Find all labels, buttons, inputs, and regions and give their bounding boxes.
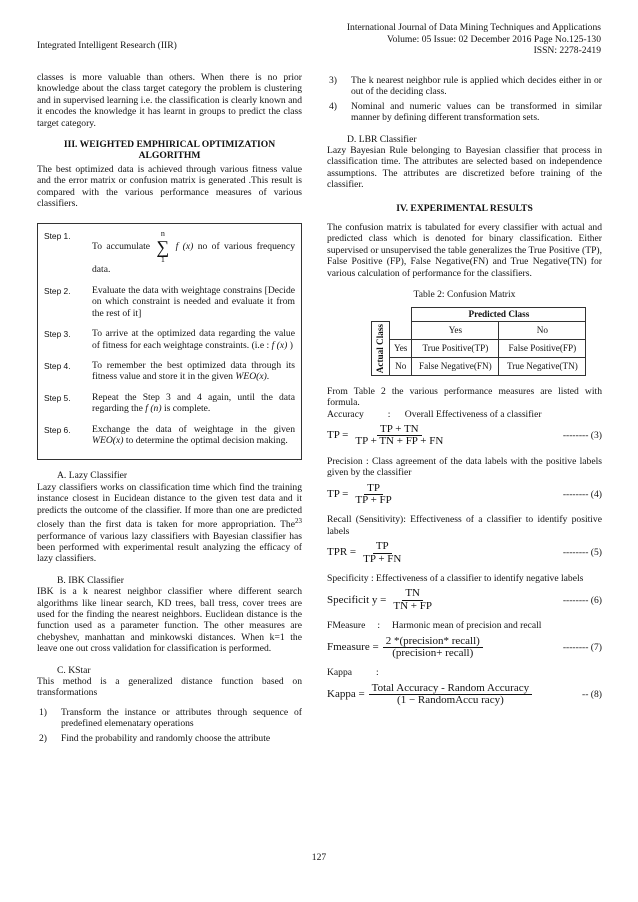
after-table-text: From Table 2 the various performance measures are listed with formula. xyxy=(327,385,602,409)
equation-number: -------- (6) xyxy=(562,594,602,606)
fraction-numerator: Total Accuracy - Random Accuracy xyxy=(369,683,532,695)
step-number: Step 2. xyxy=(44,285,71,296)
recall-label: Recall (Sensitivity): Effectiveness of a classifier to identify positive labels xyxy=(327,514,602,537)
equation-lhs: Kappa = xyxy=(327,688,365,701)
specificity-label: Specificity : Effectiveness of a classifier to identify negative labels xyxy=(327,573,584,585)
kappa-label: Kappa : xyxy=(327,667,379,679)
right-column xyxy=(327,75,602,715)
header-issn: ISSN: 2278-2419 xyxy=(533,45,601,56)
subsection-c-title: C. KStar xyxy=(57,664,91,676)
fmeasure-label: FMeasure : Harmonic mean of precision and recall xyxy=(327,620,542,632)
step-6 xyxy=(44,424,295,447)
step-number: Step 5. xyxy=(44,392,71,403)
step-5-text: Repeat the Step 3 and 4 again, until the data regarding the xyxy=(92,391,295,415)
subsection-a-title: A. Lazy Classifier xyxy=(57,470,128,482)
table-row xyxy=(372,339,586,357)
row-header-no: No xyxy=(390,357,412,375)
equation-lhs: TP = xyxy=(327,487,349,500)
table-row xyxy=(372,357,586,375)
list-item xyxy=(327,101,602,124)
table-cell-empty xyxy=(390,307,412,321)
summation-symbol: n ∑ 1 xyxy=(156,229,170,265)
fraction xyxy=(352,424,446,448)
cell-true-positive: True Positive(TP) xyxy=(412,339,499,357)
equation-lhs: Fmeasure = xyxy=(327,640,379,653)
subsection-d-title: D. LBR Classifier xyxy=(347,133,417,145)
subsection-a-body-pre: Lazy classifiers works on classification time which find the training instance closest in Eucidean distance to the given test data and it predicts the outcome of the classifier. If more than one are predicted closely than the first data is taken for more appropriation. The xyxy=(37,481,302,531)
column-header-no: No xyxy=(499,321,586,339)
step-text xyxy=(92,360,295,383)
step-number: Step 4. xyxy=(44,360,71,371)
step-5-tail: is complete. xyxy=(163,403,211,415)
step-1-expr: f (x) xyxy=(175,241,194,253)
list-item-text: Transform the instance or attributes through sequence of predefined elemenatary operations xyxy=(61,706,302,730)
citation-superscript: 23 xyxy=(295,516,302,525)
step-4 xyxy=(44,360,295,383)
sigma-upper-limit: n xyxy=(160,229,165,239)
step-5 xyxy=(44,392,295,415)
list-item-number: 3) xyxy=(329,75,337,86)
fraction-denominator: (precision+ recall) xyxy=(392,647,474,660)
fraction xyxy=(383,636,483,660)
step-5-expr: f (n) xyxy=(145,403,162,415)
step-1 xyxy=(44,230,295,275)
equation-3 xyxy=(327,424,602,448)
equation-number: -------- (7) xyxy=(562,641,602,653)
section-3-body: The best optimized data is achieved through various fitness value and the error matrix or confusion matrix is generated .This result is compared with the various performance measures of various classifiers. xyxy=(37,163,302,210)
list-item-text: The k nearest neighbor rule is applied which decides either in or out of the deciding class. xyxy=(351,75,602,98)
fraction-numerator: TP xyxy=(364,483,383,495)
equation-5 xyxy=(327,541,602,565)
actual-class-header xyxy=(372,321,390,375)
page-number: 127 xyxy=(311,852,327,863)
step-text xyxy=(92,424,295,447)
fraction-numerator: TN xyxy=(402,588,423,600)
subsection-c-body: This method is a generalized distance function based on transformations xyxy=(37,676,302,699)
subsection-a-body-post: performance of various lazy classifiers with Bayesian classifier has been performed with experimental result analyzing the efficacy of lazy classifiers. xyxy=(37,530,302,565)
step-3-text: To arrive at the optimized data regarding the value of fitness for each weightage constraints. (i.e : xyxy=(92,328,295,351)
confusion-matrix-table xyxy=(371,307,586,376)
subsection-d-body: Lazy Bayesian Rule belonging to Bayesian classifier that process in classification time. The attributes are selected based on independence assumptions. The attributes are discretized before training of the classifier. xyxy=(327,145,602,191)
kstar-list xyxy=(37,707,302,744)
fraction-numerator: TP xyxy=(373,541,392,553)
step-2 xyxy=(44,285,295,319)
list-item xyxy=(37,707,302,730)
list-item-number: 1) xyxy=(39,706,47,718)
predicted-class-header: Predicted Class xyxy=(412,307,586,321)
equation-number: -------- (5) xyxy=(562,547,602,559)
step-number: Step 1. xyxy=(44,231,71,242)
equation-4 xyxy=(327,483,602,507)
header-left: Integrated Intelligent Research (IIR) xyxy=(37,40,177,51)
section-3-title-line1: III. WEIGHTED EMPHIRICAL OPTIMIZATION xyxy=(63,139,276,151)
subsection-b-title: B. IBK Classifier xyxy=(57,574,124,586)
fraction-denominator: TP + FN xyxy=(363,552,402,565)
equation-lhs: TPR = xyxy=(327,546,357,559)
table-cell-empty xyxy=(390,321,412,339)
fraction xyxy=(352,483,394,507)
section-4-body: The confusion matrix is tabulated for every classifier with actual and predicted class which is denoted for binary classification. Either supervised or unsupervised the table generalizes the True Positive (TP), False Positive (FP), False Negative(FN) and True Negative(TN) for various calculation of performance for the classifiers. xyxy=(327,222,602,279)
step-6-tail: to determine the optimal decision making. xyxy=(125,434,288,446)
equation-number: -------- (3) xyxy=(562,430,602,442)
list-item xyxy=(327,75,602,98)
section-4-title: IV. EXPERIMENTAL RESULTS xyxy=(396,202,533,214)
cell-false-positive: False Positive(FP) xyxy=(499,339,586,357)
step-number: Step 6. xyxy=(44,424,71,435)
equation-6 xyxy=(327,588,602,612)
table-caption: Table 2: Confusion Matrix xyxy=(413,289,516,301)
intro-paragraph: classes is more valuable than others. When there is no prior knowledge about the class target category the problem is clustering and in supervised learning i.e. the classification is clearly known and it encodes the knowledge it has learnt in groups to predict the class target category. xyxy=(37,72,302,129)
equation-lhs: Specificit y = xyxy=(327,593,387,606)
actual-class-label: Actual Class xyxy=(375,323,385,373)
precision-label: Precision : Class agreement of the data labels with the positive labels given by the classifier xyxy=(327,455,602,479)
equation-8 xyxy=(327,683,602,707)
step-3-tail: ) xyxy=(289,339,293,351)
step-text xyxy=(92,328,295,351)
equation-number: -------- (4) xyxy=(562,488,602,500)
table-row xyxy=(372,321,586,339)
algorithm-steps-box xyxy=(37,223,302,460)
step-4-tail: . xyxy=(266,371,270,383)
kstar-list-continued xyxy=(327,75,602,124)
list-item-number: 4) xyxy=(329,100,337,112)
step-text xyxy=(92,392,295,415)
fraction xyxy=(390,588,435,612)
step-4-text: To remember the best optimized data through its fitness value and store it in the given xyxy=(92,359,295,383)
fraction-denominator: TP + FP xyxy=(355,494,392,507)
fraction xyxy=(360,541,404,565)
fraction-numerator: 2 *(precision* recall) xyxy=(383,636,483,648)
table-row xyxy=(372,307,586,321)
subsection-b-body: IBK is a k nearest neighbor classifier where different search algorithms like linear search, KD trees, ball tress, cover trees are used for the finding the nearest neighbors. Euclidean distance is the function used as a parameter function. The other measures are chebyshev, manhattan and minkowski distances. When k=1 the leave one out cross validation for classification is performed. xyxy=(37,586,302,655)
step-3-expr: f (x) xyxy=(271,339,288,351)
cell-true-negative: True Negative(TN) xyxy=(499,357,586,375)
fraction-numerator: TP + TN xyxy=(377,424,422,436)
step-number: Step 3. xyxy=(44,329,71,340)
header-volume: Volume: 05 Issue: 02 December 2016 Page No.125-130 xyxy=(386,33,601,45)
list-item-number: 2) xyxy=(39,732,47,744)
fraction xyxy=(369,683,532,707)
fraction-denominator: (1 − RandomAccu racy) xyxy=(397,694,504,707)
step-text: Evaluate the data with weightage constrains [Decide on which constraint is needed and evaluate it from the rest of it] xyxy=(92,284,295,319)
fraction-denominator: TP + TN + FP + FN xyxy=(355,435,444,448)
step-1-text-b: no of various frequency data. xyxy=(92,241,295,276)
cell-false-negative: False Negative(FN) xyxy=(412,357,499,375)
equation-7 xyxy=(327,636,602,660)
sigma-lower-limit: 1 xyxy=(160,255,165,265)
accuracy-label: Accuracy : Overall Effectiveness of a classifier xyxy=(327,408,542,420)
step-6-expr: WEO(x) xyxy=(92,434,124,446)
table-cell-empty xyxy=(372,307,390,321)
equation-lhs: TP = xyxy=(327,429,349,442)
subsection-a-body xyxy=(37,482,302,565)
list-item-text: Nominal and numeric values can be transformed in similar manner by defining different transformation sets. xyxy=(351,100,602,124)
fraction-denominator: TN + FP xyxy=(393,599,432,612)
step-4-expr: WEO(x) xyxy=(235,371,267,383)
left-column xyxy=(37,72,302,747)
column-header-yes: Yes xyxy=(412,321,499,339)
header-journal: International Journal of Data Mining Techniques and Applications xyxy=(346,22,601,33)
equation-number: -- (8) xyxy=(582,689,602,701)
header-right xyxy=(318,22,601,57)
step-6-text: Exchange the data of weightage in the given xyxy=(92,423,295,435)
step-text xyxy=(92,230,295,275)
list-item xyxy=(37,733,302,744)
row-header-yes: Yes xyxy=(390,339,412,357)
step-1-text-a: To accumulate xyxy=(92,241,151,253)
section-3-title-line2: ALGORITHM xyxy=(138,150,201,162)
section-3-title xyxy=(37,139,302,162)
step-3 xyxy=(44,328,295,351)
list-item-text: Find the probability and randomly choose the attribute xyxy=(61,732,271,744)
